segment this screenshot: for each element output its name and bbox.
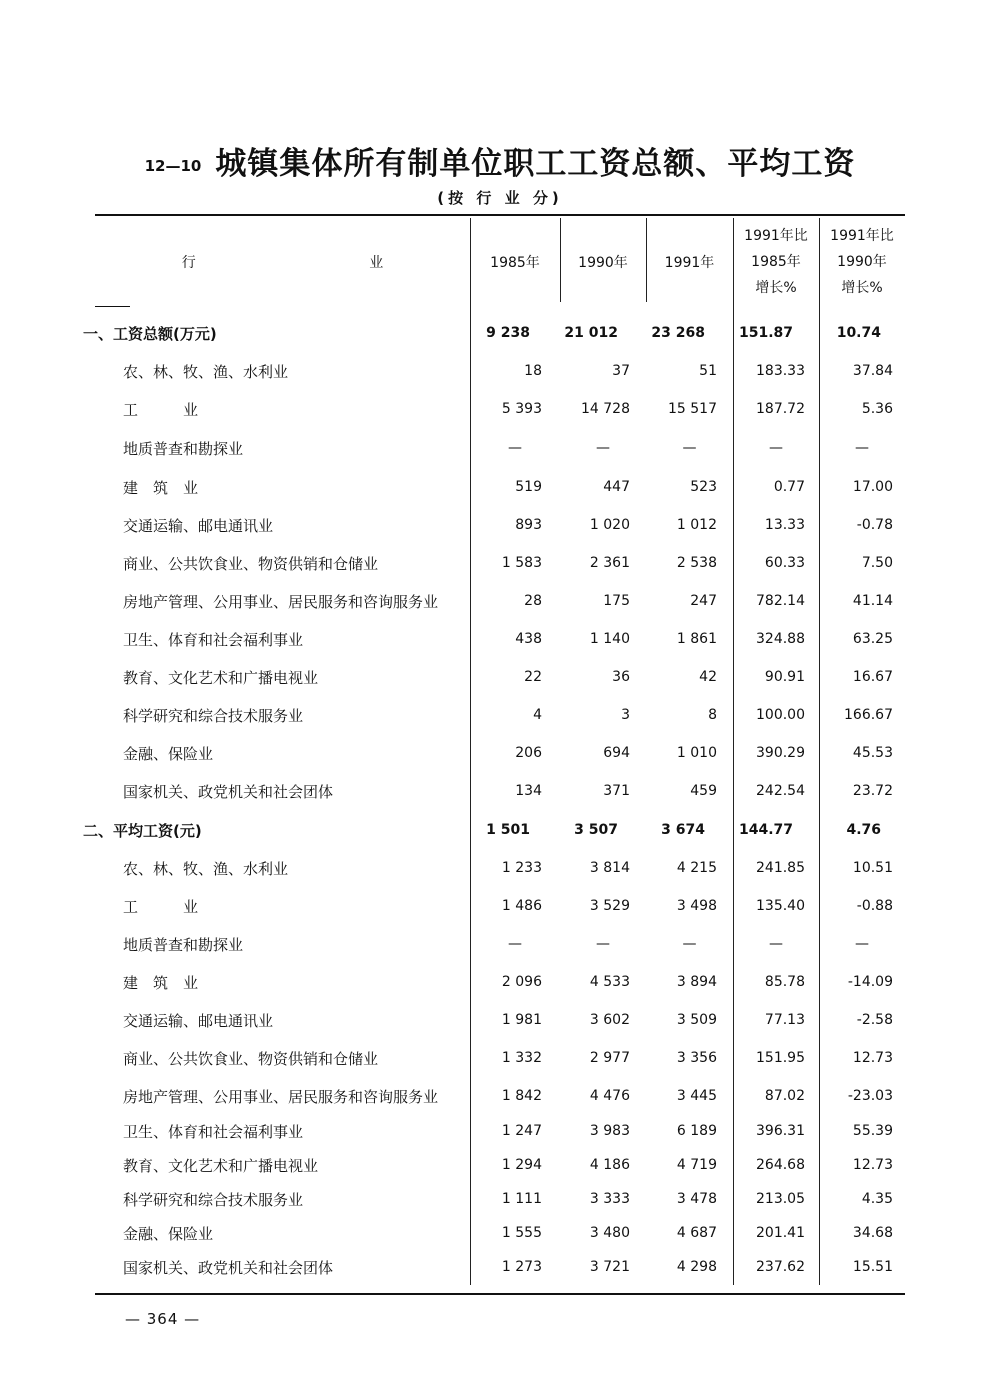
page-number: — 364 — (125, 1310, 201, 1328)
table-number: 12—10 (144, 157, 202, 175)
header-industry (95, 220, 470, 304)
value-cell: 134 (515, 783, 542, 799)
value-cell: 264.68 (756, 1157, 805, 1173)
industry-label: 交通运输、邮电通讯业 (123, 516, 274, 535)
value-cell: 22 (524, 669, 542, 685)
value-cell: 241.85 (756, 860, 805, 876)
table-row (95, 776, 905, 806)
value-cell: 3 507 (574, 822, 618, 838)
industry-label: 建 筑 业 (123, 973, 199, 992)
value-cell: 5.36 (861, 401, 893, 417)
value-cell: 187.72 (756, 401, 805, 417)
value-cell: 459 (690, 783, 717, 799)
header-industry-char: 业 (369, 255, 384, 271)
industry-label: 地质普查和勘探业 (123, 439, 244, 458)
value-cell: 3 480 (589, 1225, 630, 1241)
value-cell: 1 486 (501, 898, 542, 914)
table-row (95, 472, 905, 502)
value-cell: 1 010 (676, 745, 717, 761)
value-cell: 1 233 (501, 860, 542, 876)
value-cell: 523 (690, 479, 717, 495)
value-cell: -0.88 (856, 898, 893, 914)
value-cell: 151.95 (756, 1050, 805, 1066)
value-cell: 77.13 (764, 1012, 805, 1028)
value-cell: 4 298 (676, 1259, 717, 1275)
value-cell: 12.73 (852, 1050, 893, 1066)
value-cell: 1 332 (501, 1050, 542, 1066)
value-cell: 2 361 (589, 555, 630, 571)
value-cell: 893 (515, 517, 542, 533)
value-cell: 390.29 (756, 745, 805, 761)
industry-label: 国家机关、政党机关和社会团体 (123, 782, 334, 801)
value-cell: 13.33 (764, 517, 805, 533)
value-cell: 519 (515, 479, 542, 495)
table-row (95, 967, 905, 997)
header-1985: 1985年 (490, 255, 540, 271)
value-cell: 9 238 (486, 325, 530, 341)
value-cell: 396.31 (756, 1123, 805, 1139)
table-bottom-rule (95, 1293, 905, 1295)
value-cell: 166.67 (844, 707, 893, 723)
value-cell: 51 (699, 363, 717, 379)
table-row (95, 662, 905, 692)
value-cell: 0.77 (773, 479, 805, 495)
value-cell: — (855, 936, 869, 952)
value-cell: 85.78 (764, 974, 805, 990)
value-cell: 3 (621, 707, 630, 723)
value-cell: — (682, 440, 697, 456)
value-cell: 782.14 (756, 593, 805, 609)
value-cell: 438 (515, 631, 542, 647)
value-cell: 1 981 (501, 1012, 542, 1028)
value-cell: 6 189 (676, 1123, 717, 1139)
industry-label: 国家机关、政党机关和社会团体 (123, 1258, 334, 1277)
section-header-row (83, 318, 905, 348)
value-cell: 144.77 (738, 822, 793, 838)
table-row (95, 700, 905, 730)
industry-label: 农、林、牧、渔、水利业 (123, 362, 289, 381)
header-1990: 1990年 (578, 255, 628, 271)
value-cell: 45.53 (852, 745, 893, 761)
value-cell: 2 096 (501, 974, 542, 990)
industry-label: 地质普查和勘探业 (123, 935, 244, 954)
value-cell: 8 (708, 707, 717, 723)
value-cell: 23.72 (852, 783, 893, 799)
value-cell: 447 (603, 479, 630, 495)
value-cell: — (682, 936, 697, 952)
value-cell: — (596, 440, 610, 456)
value-cell: 18 (524, 363, 542, 379)
table-row (95, 853, 905, 883)
table-title-text: 城镇集体所有制单位职工工资总额、平均工资 (215, 146, 856, 182)
table-row (95, 1184, 905, 1214)
value-cell: -23.03 (847, 1088, 893, 1104)
table-row (95, 433, 905, 463)
table-row (95, 624, 905, 654)
value-cell: 4 (533, 707, 542, 723)
table-row (95, 356, 905, 386)
value-cell: 1 583 (501, 555, 542, 571)
value-cell: 237.62 (756, 1259, 805, 1275)
industry-label: 交通运输、邮电通讯业 (123, 1011, 274, 1030)
value-cell: 3 445 (676, 1088, 717, 1104)
section-header-row (83, 815, 905, 845)
table-row (95, 1218, 905, 1248)
value-cell: 135.40 (756, 898, 805, 914)
table-title (0, 138, 1000, 183)
industry-label: 教育、文化艺术和广播电视业 (123, 668, 319, 687)
value-cell: 4 687 (676, 1225, 717, 1241)
industry-label: 商业、公共饮食业、物资供销和仓储业 (123, 1049, 379, 1068)
value-cell: 1 273 (501, 1259, 542, 1275)
table-row (95, 1150, 905, 1180)
value-cell: -0.78 (856, 517, 893, 533)
value-cell: 87.02 (764, 1088, 805, 1104)
header-growth-vs-1985: 1991年比 1985年 增长% (744, 228, 808, 296)
value-cell: -14.09 (847, 974, 893, 990)
value-cell: 4 215 (676, 860, 717, 876)
industry-label: 科学研究和综合技术服务业 (123, 706, 304, 725)
industry-label: 金融、保险业 (123, 1224, 214, 1243)
table-row (95, 1116, 905, 1146)
value-cell: 183.33 (756, 363, 805, 379)
value-cell: 201.41 (756, 1225, 805, 1241)
header-1991: 1991年 (664, 255, 715, 271)
value-cell: — (769, 440, 783, 456)
industry-label: 卫生、体育和社会福利事业 (123, 1122, 304, 1141)
table-row (95, 548, 905, 578)
value-cell: 3 478 (676, 1191, 717, 1207)
value-cell: 90.91 (764, 669, 805, 685)
value-cell: 37.84 (852, 363, 893, 379)
value-cell: 3 602 (589, 1012, 630, 1028)
industry-label: 科学研究和综合技术服务业 (123, 1190, 304, 1209)
table-row (95, 510, 905, 540)
value-cell: 2 977 (589, 1050, 630, 1066)
value-cell: 371 (603, 783, 630, 799)
value-cell: 1 140 (589, 631, 630, 647)
value-cell: 34.68 (852, 1225, 893, 1241)
value-cell: 36 (612, 669, 630, 685)
industry-label: 房地产管理、公用事业、居民服务和咨询服务业 (123, 592, 439, 611)
value-cell: 213.05 (756, 1191, 805, 1207)
value-cell: 37 (612, 363, 630, 379)
value-cell: 1 501 (486, 822, 530, 838)
value-cell: 21 012 (564, 325, 618, 341)
section-label: 一、工资总额(万元) (83, 324, 217, 343)
value-cell: 42 (699, 669, 717, 685)
value-cell: 41.14 (852, 593, 893, 609)
value-cell: 3 721 (589, 1259, 630, 1275)
table-subtitle: (按 行 业 分) (437, 189, 563, 207)
value-cell: 3 509 (676, 1012, 717, 1028)
value-cell: 3 894 (676, 974, 717, 990)
value-cell: -2.58 (856, 1012, 893, 1028)
section-label: 二、平均工资(元) (83, 821, 202, 840)
industry-label: 房地产管理、公用事业、居民服务和咨询服务业 (123, 1087, 439, 1106)
value-cell: 28 (524, 593, 542, 609)
value-cell: 694 (603, 745, 630, 761)
value-cell: 100.00 (756, 707, 805, 723)
value-cell: — (596, 936, 610, 952)
value-cell: 151.87 (738, 325, 793, 341)
table-row (95, 929, 905, 959)
value-cell: 4 186 (589, 1157, 630, 1173)
value-cell: 206 (515, 745, 542, 761)
industry-label: 工 业 (123, 400, 199, 419)
value-cell: 3 529 (589, 898, 630, 914)
table-row (95, 738, 905, 768)
value-cell: 3 498 (676, 898, 717, 914)
value-cell: 15.51 (852, 1259, 893, 1275)
value-cell: 4 533 (589, 974, 630, 990)
table-row (95, 394, 905, 424)
value-cell: 242.54 (756, 783, 805, 799)
industry-label: 商业、公共饮食业、物资供销和仓储业 (123, 554, 379, 573)
table-top-rule (95, 214, 905, 216)
header-growth-vs-1990: 1991年比 1990年 增长% (830, 228, 894, 296)
value-cell: 4.76 (846, 822, 881, 838)
value-cell: — (508, 936, 522, 952)
value-cell: — (508, 440, 522, 456)
industry-label: 建 筑 业 (123, 478, 199, 497)
value-cell: 1 555 (501, 1225, 542, 1241)
value-cell: 1 294 (501, 1157, 542, 1173)
industry-label: 农、林、牧、渔、水利业 (123, 859, 289, 878)
value-cell: 10.74 (836, 325, 881, 341)
header-industry-char: 行 (181, 255, 196, 271)
value-cell: 12.73 (852, 1157, 893, 1173)
table-row (95, 586, 905, 616)
value-cell: 7.50 (861, 555, 893, 571)
value-cell: 1 020 (589, 517, 630, 533)
value-cell: 55.39 (852, 1123, 893, 1139)
industry-label: 工 业 (123, 897, 199, 916)
value-cell: — (855, 440, 869, 456)
table-row (95, 1043, 905, 1073)
value-cell: 23 268 (651, 325, 705, 341)
industry-label: 教育、文化艺术和广播电视业 (123, 1156, 319, 1175)
value-cell: 3 333 (589, 1191, 630, 1207)
value-cell: — (769, 936, 783, 952)
value-cell: 3 356 (676, 1050, 717, 1066)
value-cell: 3 814 (589, 860, 630, 876)
value-cell: 17.00 (852, 479, 893, 495)
value-cell: 4.35 (861, 1191, 893, 1207)
value-cell: 3 674 (661, 822, 705, 838)
table-row (95, 1005, 905, 1035)
value-cell: 324.88 (756, 631, 805, 647)
industry-label: 金融、保险业 (123, 744, 214, 763)
value-cell: 5 393 (501, 401, 542, 417)
value-cell: 4 476 (589, 1088, 630, 1104)
value-cell: 60.33 (764, 555, 805, 571)
table-row (95, 1252, 905, 1282)
value-cell: 1 247 (501, 1123, 542, 1139)
value-cell: 1 012 (676, 517, 717, 533)
value-cell: 14 728 (581, 401, 630, 417)
value-cell: 4 719 (676, 1157, 717, 1173)
value-cell: 1 111 (501, 1191, 542, 1207)
value-cell: 63.25 (852, 631, 893, 647)
value-cell: 247 (690, 593, 717, 609)
value-cell: 1 842 (501, 1088, 542, 1104)
table-row (95, 891, 905, 921)
value-cell: 10.51 (852, 860, 893, 876)
value-cell: 16.67 (852, 669, 893, 685)
value-cell: 15 517 (668, 401, 717, 417)
value-cell: 1 861 (676, 631, 717, 647)
table-row (95, 1081, 905, 1111)
value-cell: 2 538 (676, 555, 717, 571)
industry-label: 卫生、体育和社会福利事业 (123, 630, 304, 649)
header-divider (95, 306, 130, 307)
value-cell: 3 983 (589, 1123, 630, 1139)
value-cell: 175 (603, 593, 630, 609)
